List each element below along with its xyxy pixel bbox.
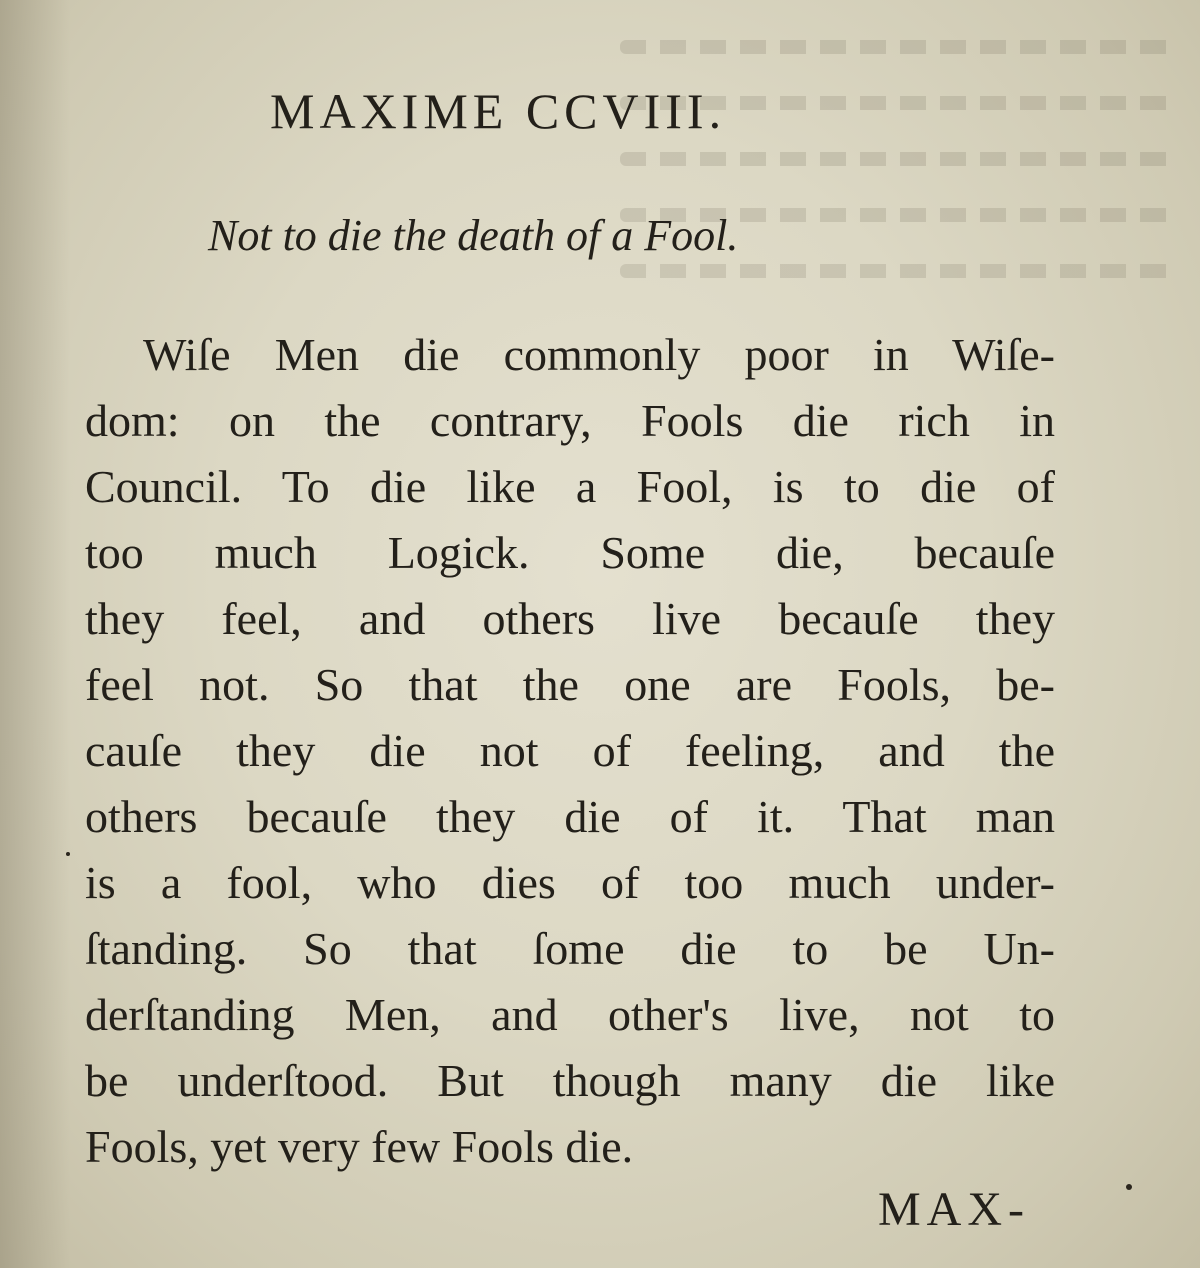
- maxim-heading: MAXIME CCVIII.: [270, 83, 727, 139]
- body-line: ſtanding. So that ſome die to be Un-: [85, 923, 1055, 974]
- body-line: Wiſe Men die commonly poor in Wiſe-: [143, 329, 1055, 380]
- catchword: MAX-: [878, 1183, 1030, 1236]
- page-gutter-shadow: [0, 0, 70, 1268]
- body-line: others becauſe they die of it. That man: [85, 791, 1055, 842]
- body-line: be underſtood. But though many die like: [85, 1055, 1055, 1106]
- body-line: cauſe they die not of feeling, and the: [85, 725, 1055, 776]
- body-line: dom: on the contrary, Fools die rich in: [85, 395, 1055, 446]
- maxim-subtitle: Not to die the death of a Fool.: [208, 211, 739, 260]
- body-line: too much Logick. Some die, becauſe: [85, 527, 1055, 578]
- body-line: they feel, and others live becauſe they: [85, 593, 1055, 644]
- ink-speck: [1126, 1184, 1132, 1190]
- body-line: derſtanding Men, and other's live, not to: [85, 989, 1055, 1040]
- body-line: feel not. So that the one are Fools, be-: [85, 659, 1055, 710]
- body-line: Council. To die like a Fool, is to die of: [85, 461, 1055, 512]
- maxim-body: [85, 322, 1055, 1180]
- body-line: is a fool, who dies of too much under-: [85, 857, 1055, 908]
- ink-speck: [66, 852, 70, 856]
- body-line: Fools, yet very few Fools die.: [85, 1121, 634, 1172]
